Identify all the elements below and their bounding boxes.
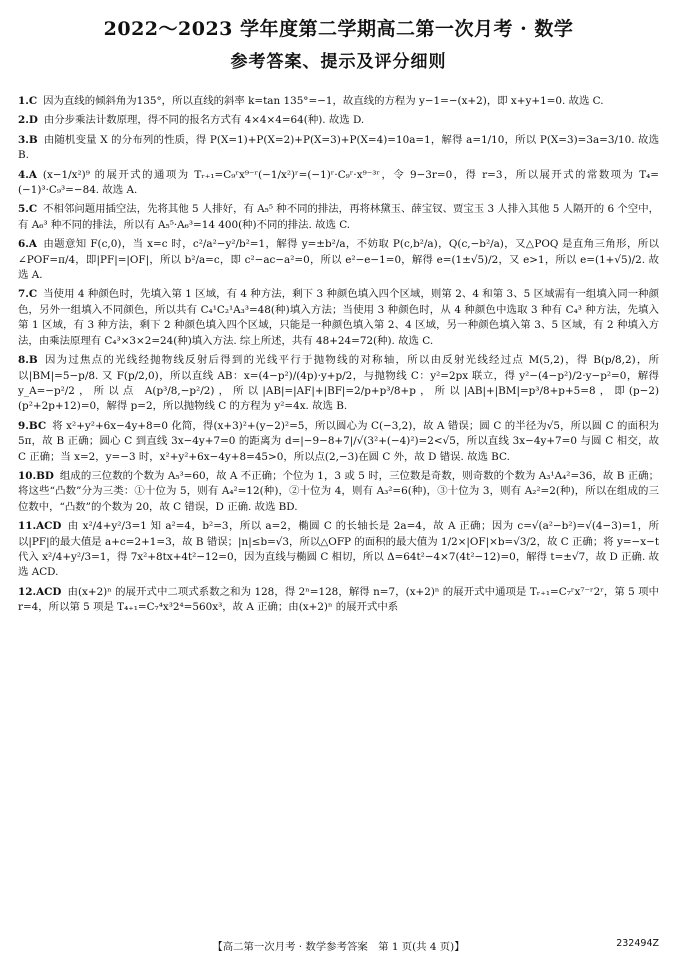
item-explanation: 因为过焦点的光线经抛物线反射后得到的光线平行于抛物线的对称轴，所以由反射光线经过点 M(5,2)，得 B(p/8,2)，所以|BM|=5−p/8. 又 F(p/2,0)，所以直线 AB：x=(4−p²)/(4p)·y+p/2，与抛物线 C：y²=2px 联立，得 y²−(4−p²)/2·y−p²=0，解得 y_A=−p²/2，所以点 A(p³/8,−p²/2)，所以|AB|=|AF|+|BF|=2/p+p³/8+p，所以|AB|+|BM|=p³/8+p+5=8，即(p−2)(p²+2p+12)=0，解得 p=2，所以抛物线 C 的方程为 y²=4x. 故选 B. (18, 354, 659, 413)
answer-list (18, 94, 659, 616)
item-number: 8. (18, 354, 29, 367)
item-number: 6. (18, 238, 29, 251)
item-explanation: 由随机变量 X 的分布列的性质，得 P(X=1)+P(X=2)+P(X=3)+P(X=4)=10a=1，解得 a=1/10，所以 P(X=3)=3a=3/10. 故选 B. (18, 133, 659, 162)
item-number: 4. (18, 168, 29, 181)
item-explanation: 不相邻问题用插空法，先将其他 5 人排好，有 A₅⁵ 种不同的排法，再将林黛玉、薛宝钗、贾宝玉 3 人排入其他 5 人隔开的 6 个空中，有 A₆³ 种不同的排法，所以有 A₅⁵·A₆³=14 400(种)不同的排法. 故选 C. (18, 203, 659, 231)
item-number: 9. (18, 419, 29, 432)
item-answer: ACD (36, 585, 62, 598)
answer-item-2 (18, 113, 659, 128)
item-explanation: 由题意知 F(c,0)，当 x=c 时，c²/a²−y²/b²=1，解得 y=±b²/a，不妨取 P(c,b²/a)，Q(c,−b²/a)，又△POQ 是直角三角形，所以∠POF=π/4，即|PF|=|OF|，所以 b²/a=c，即 c²−ac−a²=0，所以 e²−e−1=0，解得 e=(1±√5)/2，又 e>1，所以 e=(1+√5)/2. 故选 A. (18, 238, 659, 282)
item-number: 12. (18, 585, 37, 598)
item-answer: D (28, 114, 38, 127)
item-answer: B (28, 354, 38, 367)
item-explanation: 由分步乘法计数原理，得不同的报名方式有 4×4×4=64(种). 故选 D. (43, 114, 365, 127)
item-answer: BD (36, 469, 54, 482)
answer-item-11 (18, 519, 659, 581)
item-answer: A (28, 238, 37, 251)
item-explanation: 将 x²+y²+6x−4y+8=0 化简，得(x+3)²+(y−2)²=5，所以圆心为 C(−3,2)，故 A 错误；圆 C 的半径为√5，所以圆 C 的面积为 5π，故 B 正确；圆心 C 到直线 3x−4y+7=0 的距离为 d=|−9−8+7|/√(3²+(−4)²)=2<√5，所以直线 3x−4y+7=0 与圆 C 相交，故 C 正确；当 x=2，y=−3 时，x²+y²+6x−4y+8=45>0，所以点(2,−3)在圆 C 外，故 D 错误. 故选 BC. (18, 419, 659, 463)
page-subtitle: 参考答案、提示及评分细则 (230, 52, 447, 72)
answer-item-6 (18, 237, 659, 283)
answer-item-8 (18, 353, 659, 415)
item-answer: C (28, 95, 38, 107)
item-number: 7. (18, 288, 29, 301)
item-explanation: 当使用 4 种颜色时，先填入第 1 区域，有 4 种方法，剩下 3 种颜色填入四个区域，则第 2、4 和第 3、5 区域需有一组填入同一种颜色，另外一组填入不同颜色，所以共有 C₄¹C₂¹A₃³=48(种)填入方法；当使用 3 种颜色时，从 4 种颜色中选取 3 种有 C₄³ 种方法，先填入第 1 区域，有 3 种方法，剩下 2 种颜色填入四个区域，只能是一种颜色填入第 2、4 区域，另一种颜色填入第 3、5 区域，有 2 种填入方法，由乘法原理有 C₄³×3×2=24(种)填入方法. 综上所述，共有 48+24=72(种). 故选 C. (18, 288, 659, 347)
item-answer: B (28, 133, 38, 146)
item-number: 11. (18, 520, 37, 533)
item-answer: BC (28, 419, 47, 432)
item-explanation: 组成的三位数的个数为 A₅³=60，故 A 不正确；个位为 1，3 或 5 时，三位数是奇数，则奇数的个数为 A₃¹A₄²=36，故 B 正确；将这些“凸数”分为三类：①十位为 5，则有 A₄²=12(种)，②十位为 4，则有 A₃²=6(种)，③十位为 3，则有 A₂²=2(种)，所以在组成的三位数中，“凸数”的个数为 20，故 C 错误，D 正确. 故选 BD. (18, 469, 659, 513)
item-answer: A (28, 168, 37, 181)
item-number: 2. (18, 114, 29, 127)
answer-item-9 (18, 419, 659, 465)
item-number: 10. (18, 469, 37, 482)
answer-item-1 (18, 94, 659, 109)
page-footer (0, 938, 677, 953)
item-explanation: 由(x+2)ⁿ 的展开式中二项式系数之和为 128，得 2ⁿ=128，解得 n=7，(x+2)ⁿ 的展开式中通项是 Tᵣ₊₁=C₇ʳx⁷⁻ʳ2ʳ，第 5 项中 r=4，所以第 5 项是 T₄₊₁=C₇⁴x³2⁴=560x³，故 A 正确；由(x+2)ⁿ 的展开式中系 (18, 585, 659, 614)
answer-item-7 (18, 287, 659, 349)
item-explanation: 由 x²/4+y²/3=1 知 a²=4，b²=3，所以 a=2，椭圆 C 的长轴长是 2a=4，故 A 正确；因为 c=√(a²−b²)=√(4−3)=1，所以|PF|的最大值是 a+c=2+1=3，故 B 错误；|n|≤b=√3，所以△OFP 的面积的最大值为 1/2×|OF|×b=√3/2，故 C 正确；将 y=−x−t 代入 x²/4+y²/3=1，得 7x²+8tx+4t²−12=0，因为直线与椭圆 C 相切，所以 Δ=64t²−4×7(4t²−12)=0，解得 t=±√7，故 D 正确. 故选 ACD. (18, 520, 659, 579)
document-code: 232494Z (616, 938, 659, 949)
answer-item-5 (18, 202, 659, 233)
page-title: 2022～2023 学年度第二学期高二第一次月考 · 数学 (103, 18, 574, 40)
footer-text: 【高二第一次月考 · 数学参考答案 第 1 页(共 4 页)】 (212, 941, 465, 953)
item-explanation: (x−1/x²)⁹ 的展开式的通项为 Tᵣ₊₁=C₉ʳx⁹⁻ʳ(−1/x²)ʳ=(−1)ʳ·C₉ʳ·x⁹⁻³ʳ，令 9−3r=0，得 r=3，所以展开式的常数项为 T₄=(−1)³·C₉³=−84. 故选 A. (18, 168, 659, 197)
answer-item-4 (18, 168, 659, 199)
item-answer: C (28, 288, 38, 301)
item-number: 5. (18, 203, 29, 216)
answer-item-10 (18, 469, 659, 515)
item-number: 1. (18, 95, 29, 107)
item-number: 3. (18, 133, 29, 146)
item-answer: ACD (36, 520, 62, 533)
item-explanation: 因为直线的倾斜角为135°，所以直线的斜率 k=tan 135°=−1，故直线的方程为 y−1=−(x+2)，即 x+y+1=0. 故选 C. (43, 95, 604, 107)
item-answer: C (28, 203, 38, 216)
answer-item-12 (18, 585, 659, 616)
answer-item-3 (18, 133, 659, 164)
